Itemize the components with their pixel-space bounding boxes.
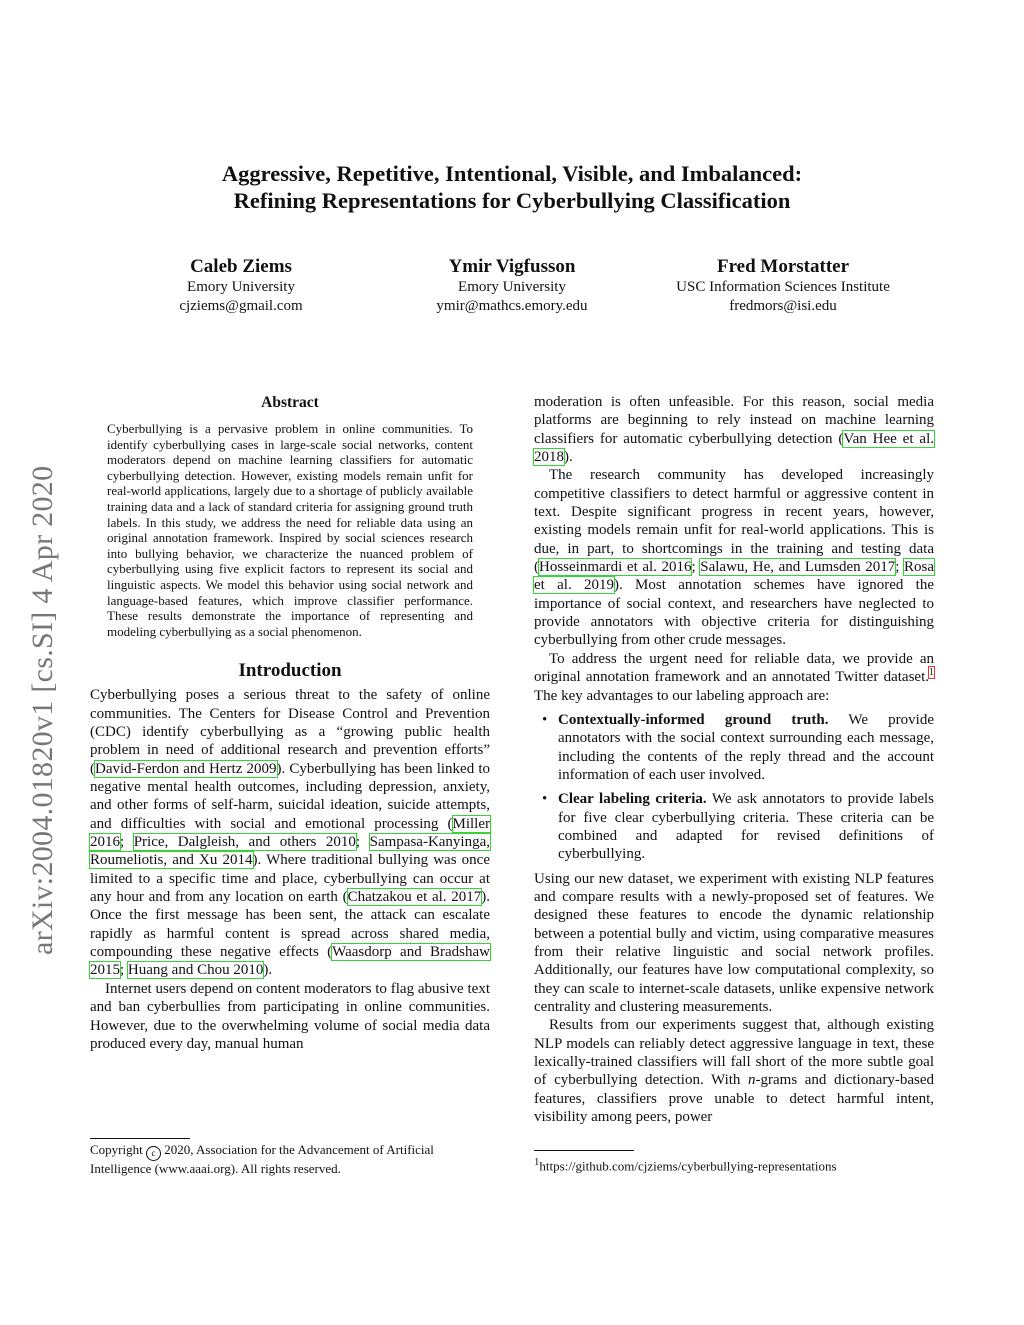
citation-link[interactable]: Waasdorp and Bradshaw 2015: [90, 944, 490, 979]
text-span: ). Most annotation schemes have ignored the importance of social context, and researchers have neglected to provide annotators with objective criteria for distinguishing cyberbullying from other crude messages.: [534, 577, 935, 649]
citation-link[interactable]: Rosa et al. 2019: [534, 559, 934, 594]
author-affiliation: Emory University: [458, 279, 566, 295]
citation-link[interactable]: Sampasa-Kanyinga, Roumeliotis, and Xu 2014: [90, 834, 491, 869]
text-span: Results from our experiments suggest that, although existing NLP models can reliably detect aggressive language in text, these lexically-trained classifiers will fall short of the more subtle goal of cyberbullying detection. With: [534, 1017, 934, 1089]
copyright-footnote: [90, 1138, 490, 1177]
copyright-symbol: c: [146, 1146, 161, 1161]
list-item: [534, 711, 934, 784]
citation-link[interactable]: Salawu, He, and Lumsden 2017: [700, 559, 896, 576]
citation-link[interactable]: Price, Dalgleish, and others 2010: [133, 834, 356, 851]
author-affiliation: Emory University: [187, 279, 295, 295]
author-name: Fred Morstatter: [716, 256, 850, 277]
text-span: The key advantages to our labeling approach are:: [534, 687, 830, 704]
text-span: To address the urgent need for reliable data, we provide an original annotation framework and an annotated Twitter dataset.: [534, 650, 934, 686]
list-item-text: We ask annotators to provide labels for five clear cyberbullying criteria. These criteria can be combined and adapted for revised definitions of cyberbullying.: [558, 791, 934, 863]
citation-link[interactable]: Miller 2016: [90, 815, 490, 851]
text-span: ).: [263, 962, 273, 979]
text-span: ). Cyberbullying has been linked to negative mental health outcomes, including depression, anxiety, and other forms of self-harm, suicidal ideation, suicide attempts, and difficulties with social and emotional processing (: [90, 760, 490, 832]
math-n: n: [748, 1072, 756, 1089]
intro-paragraph-3: [534, 466, 934, 649]
text-span: Cyberbullying poses a serious threat to the safety of online communities. The Centers for Disease Control and Prevention (CDC) identify cyberbullying as a “growing public health problem in need of additional research and prevention efforts” (: [90, 687, 490, 777]
text-span: ).: [564, 449, 573, 466]
right-column: [534, 393, 934, 1126]
list-item-text: We provide annotators with the social context surrounding each message, including the contents of the reply thread and the account information of each user involved.: [558, 711, 934, 783]
intro-paragraph-2: Internet users depend on content moderators to flag abusive text and ban cyberbullies from participating in online communities. However, due to the overwhelming volume of social media data produced every day, manual human: [90, 980, 490, 1052]
abstract-text: Cyberbullying is a pervasive problem in online communities. To identify cyberbullying cases in large-scale social networks, content moderators depend on machine learning classifiers for automatic cyberbullying detection. However, existing models remain unfit for real-world applications, largely due to a shortage of publicly available training data and a lack of standard criteria for assigning ground truth labels. In this study, we address the need for reliable data using an original annotation framework. Inspired by social sciences research into bullying behavior, we characterize the nuanced problem of cyberbullying using five explicit factors to represent its social and linguistic aspects. We model this behavior using social network and language-based features, which improve classifier performance. These results demonstrate the importance of representing and modeling cyberbullying as a social phenomenon.: [107, 421, 473, 639]
list-item: [534, 790, 934, 863]
author-email: ymir@mathcs.emory.edu: [436, 298, 588, 314]
text-span: ). Once the first message has been sent, the attack can escalate rapidly as harmful content is spread across shared media, compounding these negative effects (: [90, 889, 490, 961]
text-span: Copyright: [90, 1142, 146, 1157]
advantages-list: [534, 711, 934, 864]
list-item-heading: Clear labeling criteria.: [558, 791, 707, 808]
text-span: ;: [895, 559, 904, 576]
intro-paragraph-2-continued: [534, 393, 934, 466]
title-line-2: Refining Representations for Cyberbullying Classification: [233, 188, 791, 213]
author-name: Ymir Vigfusson: [448, 256, 576, 277]
author-affiliation: USC Information Sciences Institute: [676, 279, 890, 295]
author-email: fredmors@isi.edu: [729, 298, 837, 314]
citation-link[interactable]: Chatzakou et al. 2017: [347, 889, 482, 906]
intro-paragraph-1: [90, 686, 490, 980]
text-span: ). Where traditional bullying was once limited to a specific time and place, cyberbullying can occur at any hour and from any location on earth (: [90, 852, 490, 906]
author-block-1: [91, 256, 391, 316]
bullet-dot: •: [542, 791, 548, 808]
abstract-heading: Abstract: [261, 394, 319, 411]
text-span: The research community has developed increasingly competitive classifiers to detect harmful or aggressive content in text. Despite significant progress in recent years, however, existing models remain unfit for real-world applications. This is due, in part, to shortcomings in the training and testing data (: [534, 467, 934, 576]
text-span: -grams and dictionary-based features, classifiers prove unable to detect harmful intent, visibility among peers, power: [534, 1072, 934, 1126]
author-name: Caleb Ziems: [190, 256, 292, 277]
intro-paragraph-5: Using our new dataset, we experiment with existing NLP features and compare results with a newly-proposed set of features. We designed these features to encode the dynamic relationship between a potential bully and victim, using comparative measures from their relative linguistic and social network profiles. Additionally, our features have low computational complexity, so they can scale to internet-scale datasets, unlike expensive network centrality and clustering measurements.: [534, 870, 934, 1015]
author-block-3: [633, 256, 933, 316]
list-item-heading: Contextually-informed ground truth.: [558, 711, 829, 728]
text-span: ;: [691, 559, 701, 576]
bullet-dot: •: [542, 711, 548, 728]
left-column: [90, 393, 490, 1053]
citation-link[interactable]: Huang and Chou 2010: [127, 962, 264, 979]
footnote-number: 1: [534, 1156, 540, 1168]
paper-title: [0, 160, 1024, 214]
footnote-text: [534, 1154, 934, 1174]
intro-paragraph-4: [534, 650, 934, 705]
citation-link[interactable]: Hosseinmardi et al. 2016: [539, 559, 692, 576]
text-span: ;: [355, 834, 370, 851]
footnote-marker[interactable]: 1: [929, 667, 934, 679]
text-span: 2020, Association for the Advancement of Artificial Intelligence (www.aaai.org). All rights reserved.: [90, 1142, 434, 1176]
text-span: ;: [120, 834, 134, 851]
footnote-rule: [90, 1138, 190, 1139]
arxiv-stamp: arXiv:2004.01820v1 [cs.SI] 4 Apr 2020: [26, 465, 59, 955]
text-span: moderation is often unfeasible. For this reason, social media platforms are beginning to rely instead on machine learning classifiers for automatic cyberbullying detection (: [534, 394, 934, 447]
title-line-1: Aggressive, Repetitive, Intentional, Visible, and Imbalanced:: [221, 161, 803, 186]
text-span: ;: [120, 962, 128, 979]
citation-link[interactable]: Van Hee et al. 2018: [534, 430, 934, 466]
intro-paragraph-6: [534, 1016, 934, 1126]
author-email: cjziems@gmail.com: [179, 298, 303, 314]
introduction-heading: Introduction: [238, 660, 342, 682]
citation-link[interactable]: David-Ferdon and Hertz 2009: [95, 760, 277, 777]
author-block-2: [362, 256, 662, 316]
footnote-rule: [534, 1150, 634, 1151]
footnote-1: [534, 1150, 934, 1174]
copyright-text: [90, 1142, 490, 1177]
footnote-url[interactable]: https://github.com/cjziems/cyberbullying-representations: [539, 1158, 837, 1174]
